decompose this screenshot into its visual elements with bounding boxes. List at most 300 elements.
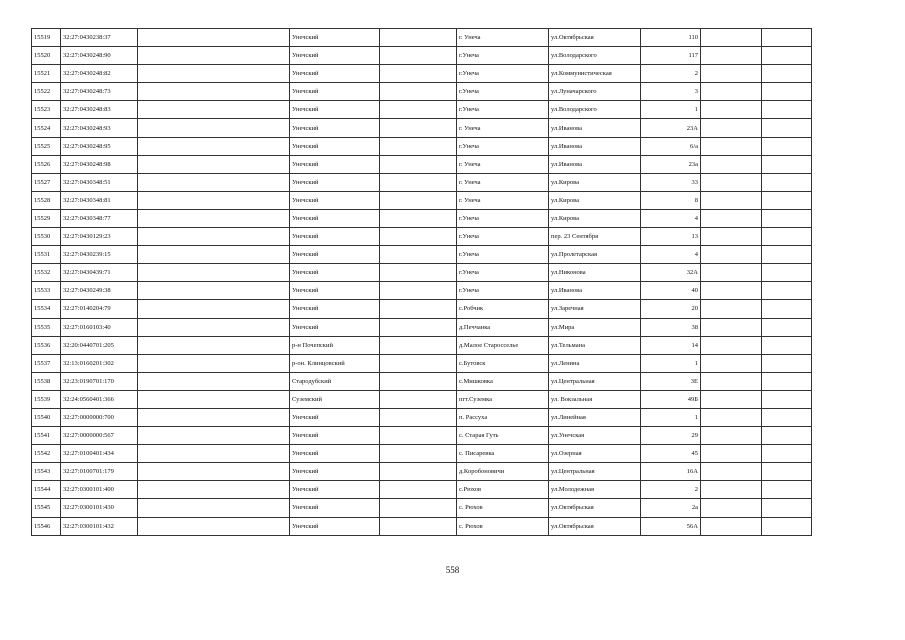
table-row [32, 47, 812, 65]
house-number-cell: 1 [641, 101, 701, 119]
table-row [32, 173, 812, 191]
district-cell: Унечский [290, 264, 380, 282]
blank-col-b-cell [380, 427, 457, 445]
blank-col-a-cell [138, 354, 290, 372]
district-cell: Унечский [290, 427, 380, 445]
district-cell: Унечский [290, 481, 380, 499]
record-number-cell: 15537 [32, 354, 61, 372]
blank-col-b-cell [380, 246, 457, 264]
house-number-cell: 2 [641, 481, 701, 499]
street-cell: ул.Центральная [549, 463, 641, 481]
page-number: 558 [445, 565, 460, 575]
district-cell: Унечский [290, 29, 380, 47]
settlement-cell: с. Рюхов [457, 517, 549, 535]
cadastral-number-cell: 32:20:0440701:205 [61, 336, 138, 354]
blank-col-c-cell [701, 119, 762, 137]
cadastral-number-cell: 32:27:0430239:15 [61, 246, 138, 264]
record-number-cell: 15528 [32, 191, 61, 209]
street-cell: ул.Коммунистическая [549, 65, 641, 83]
table-row [32, 481, 812, 499]
blank-col-d-cell [762, 354, 812, 372]
blank-col-d-cell [762, 427, 812, 445]
district-cell: Унечский [290, 83, 380, 101]
settlement-cell: г.Унеча [457, 83, 549, 101]
blank-col-c-cell [701, 318, 762, 336]
blank-col-d-cell [762, 463, 812, 481]
district-cell: Унечский [290, 155, 380, 173]
house-number-cell: 4 [641, 209, 701, 227]
blank-col-a-cell [138, 65, 290, 83]
cadastral-number-cell: 32:27:0000000:700 [61, 408, 138, 426]
cadastral-number-cell: 32:27:0430248:98 [61, 155, 138, 173]
blank-col-c-cell [701, 209, 762, 227]
blank-col-b-cell [380, 481, 457, 499]
blank-col-c-cell [701, 517, 762, 535]
district-cell: Унечский [290, 300, 380, 318]
blank-col-d-cell [762, 119, 812, 137]
blank-col-b-cell [380, 209, 457, 227]
blank-col-a-cell [138, 499, 290, 517]
blank-col-b-cell [380, 372, 457, 390]
cadastral-number-cell: 32:27:0140204:79 [61, 300, 138, 318]
settlement-cell: с.Бутовск [457, 354, 549, 372]
blank-col-c-cell [701, 101, 762, 119]
cadastral-number-cell: 32:27:0100401:434 [61, 445, 138, 463]
blank-col-a-cell [138, 390, 290, 408]
blank-col-d-cell [762, 282, 812, 300]
blank-col-d-cell [762, 65, 812, 83]
blank-col-a-cell [138, 336, 290, 354]
settlement-cell: с.Рюхов [457, 481, 549, 499]
blank-col-a-cell [138, 47, 290, 65]
table-row [32, 264, 812, 282]
table-row [32, 282, 812, 300]
table-row [32, 372, 812, 390]
district-cell: Унечский [290, 101, 380, 119]
cadastral-number-cell: 32:27:0430248:93 [61, 119, 138, 137]
blank-col-d-cell [762, 517, 812, 535]
cadastral-number-cell: 32:27:0430248:82 [61, 65, 138, 83]
record-number-cell: 15532 [32, 264, 61, 282]
settlement-cell: г.Унеча [457, 246, 549, 264]
street-cell: ул.Тельмана [549, 336, 641, 354]
street-cell: ул.Линейная [549, 408, 641, 426]
cadastral-number-cell: 32:27:0430238:37 [61, 29, 138, 47]
blank-col-b-cell [380, 83, 457, 101]
blank-col-c-cell [701, 427, 762, 445]
house-number-cell: 2 [641, 65, 701, 83]
blank-col-b-cell [380, 499, 457, 517]
blank-col-a-cell [138, 246, 290, 264]
street-cell: ул.Кирова [549, 173, 641, 191]
blank-col-a-cell [138, 101, 290, 119]
district-cell: р-н Почепский [290, 336, 380, 354]
house-number-cell: 6/а [641, 137, 701, 155]
table-row [32, 246, 812, 264]
blank-col-c-cell [701, 481, 762, 499]
blank-col-b-cell [380, 137, 457, 155]
blank-col-c-cell [701, 354, 762, 372]
district-cell: Унечский [290, 463, 380, 481]
cadastral-number-cell: 32:13:0160201:302 [61, 354, 138, 372]
house-number-cell: 33 [641, 173, 701, 191]
record-number-cell: 15541 [32, 427, 61, 445]
settlement-cell: с. Старая Гуть [457, 427, 549, 445]
district-cell: Унечский [290, 408, 380, 426]
blank-col-a-cell [138, 173, 290, 191]
blank-col-d-cell [762, 372, 812, 390]
street-cell: ул.Кирова [549, 209, 641, 227]
blank-col-b-cell [380, 318, 457, 336]
blank-col-b-cell [380, 47, 457, 65]
cadastral-number-cell: 32:27:0430248:95 [61, 137, 138, 155]
settlement-cell: г. Унеча [457, 191, 549, 209]
blank-col-b-cell [380, 264, 457, 282]
blank-col-b-cell [380, 101, 457, 119]
blank-col-a-cell [138, 29, 290, 47]
house-number-cell: 45 [641, 445, 701, 463]
house-number-cell: 8 [641, 191, 701, 209]
record-number-cell: 15534 [32, 300, 61, 318]
table-row [32, 29, 812, 47]
cadastral-number-cell: 32:27:0430348:51 [61, 173, 138, 191]
house-number-cell: 110 [641, 29, 701, 47]
house-number-cell: 1 [641, 408, 701, 426]
blank-col-b-cell [380, 282, 457, 300]
settlement-cell: пгт.Суземка [457, 390, 549, 408]
district-cell: Унечский [290, 65, 380, 83]
cadastral-number-cell: 32:24:0560401:366 [61, 390, 138, 408]
cadastral-number-cell: 32:23:0190701:170 [61, 372, 138, 390]
cadastral-number-cell: 32:27:0100701:179 [61, 463, 138, 481]
settlement-cell: г.Унеча [457, 228, 549, 246]
blank-col-a-cell [138, 83, 290, 101]
blank-col-b-cell [380, 191, 457, 209]
blank-col-a-cell [138, 517, 290, 535]
blank-col-d-cell [762, 137, 812, 155]
cadastral-number-cell: 32:27:0160103:40 [61, 318, 138, 336]
blank-col-c-cell [701, 390, 762, 408]
house-number-cell: 20 [641, 300, 701, 318]
street-cell: ул.Иванова [549, 119, 641, 137]
table-row [32, 155, 812, 173]
blank-col-c-cell [701, 264, 762, 282]
table-row [32, 354, 812, 372]
table-row [32, 191, 812, 209]
settlement-cell: д.Печчанка [457, 318, 549, 336]
street-cell: ул.Иванова [549, 155, 641, 173]
blank-col-d-cell [762, 155, 812, 173]
blank-col-d-cell [762, 209, 812, 227]
record-number-cell: 15522 [32, 83, 61, 101]
registry-table-body [32, 29, 812, 536]
cadastral-number-cell: 32:27:0430248:73 [61, 83, 138, 101]
cadastral-number-cell: 32:27:0300101:400 [61, 481, 138, 499]
blank-col-c-cell [701, 300, 762, 318]
settlement-cell: г. Унеча [457, 29, 549, 47]
blank-col-c-cell [701, 445, 762, 463]
blank-col-d-cell [762, 481, 812, 499]
street-cell: ул.Иванова [549, 282, 641, 300]
blank-col-b-cell [380, 300, 457, 318]
blank-col-b-cell [380, 445, 457, 463]
blank-col-c-cell [701, 372, 762, 390]
blank-col-d-cell [762, 191, 812, 209]
blank-col-d-cell [762, 390, 812, 408]
house-number-cell: 14 [641, 336, 701, 354]
settlement-cell: г.Унеча [457, 209, 549, 227]
table-row [32, 119, 812, 137]
record-number-cell: 15543 [32, 463, 61, 481]
table-row [32, 101, 812, 119]
blank-col-c-cell [701, 336, 762, 354]
record-number-cell: 15539 [32, 390, 61, 408]
settlement-cell: г.Унеча [457, 101, 549, 119]
settlement-cell: д.Малое Старосселье [457, 336, 549, 354]
cadastral-number-cell: 32:27:0430439:71 [61, 264, 138, 282]
blank-col-c-cell [701, 228, 762, 246]
district-cell: Унечский [290, 191, 380, 209]
house-number-cell: 29 [641, 427, 701, 445]
settlement-cell: д.Коробоновичи [457, 463, 549, 481]
blank-col-b-cell [380, 29, 457, 47]
settlement-cell: г. Унеча [457, 173, 549, 191]
blank-col-c-cell [701, 191, 762, 209]
house-number-cell: 3 [641, 83, 701, 101]
record-number-cell: 15521 [32, 65, 61, 83]
street-cell: ул.Володарского [549, 101, 641, 119]
table-row [32, 228, 812, 246]
record-number-cell: 15520 [32, 47, 61, 65]
record-number-cell: 15545 [32, 499, 61, 517]
settlement-cell: с.Мишковка [457, 372, 549, 390]
district-cell: р-он. Клинцовский [290, 354, 380, 372]
cadastral-number-cell: 32:27:0430348:81 [61, 191, 138, 209]
blank-col-a-cell [138, 191, 290, 209]
street-cell: ул.Никонова [549, 264, 641, 282]
record-number-cell: 15544 [32, 481, 61, 499]
blank-col-a-cell [138, 137, 290, 155]
cadastral-number-cell: 32:27:0300101:430 [61, 499, 138, 517]
house-number-cell: 2а [641, 499, 701, 517]
district-cell: Унечский [290, 119, 380, 137]
district-cell: Унечский [290, 47, 380, 65]
street-cell: ул.Володарского [549, 47, 641, 65]
settlement-cell: с.Робчик [457, 300, 549, 318]
registry-table [31, 28, 812, 536]
house-number-cell: 40 [641, 282, 701, 300]
blank-col-c-cell [701, 155, 762, 173]
street-cell: ул.Ленина [549, 354, 641, 372]
settlement-cell: г.Унеча [457, 264, 549, 282]
record-number-cell: 15533 [32, 282, 61, 300]
settlement-cell: с. Писаревка [457, 445, 549, 463]
district-cell: Унечский [290, 246, 380, 264]
blank-col-b-cell [380, 173, 457, 191]
blank-col-d-cell [762, 246, 812, 264]
blank-col-a-cell [138, 264, 290, 282]
blank-col-c-cell [701, 137, 762, 155]
blank-col-a-cell [138, 318, 290, 336]
street-cell: ул. Вокзальная [549, 390, 641, 408]
blank-col-d-cell [762, 408, 812, 426]
settlement-cell: г.Унеча [457, 137, 549, 155]
street-cell: ул.Кирова [549, 191, 641, 209]
blank-col-c-cell [701, 47, 762, 65]
record-number-cell: 15540 [32, 408, 61, 426]
blank-col-a-cell [138, 282, 290, 300]
table-row [32, 209, 812, 227]
cadastral-number-cell: 32:27:0430248:90 [61, 47, 138, 65]
house-number-cell: 32А [641, 264, 701, 282]
blank-col-a-cell [138, 463, 290, 481]
table-row [32, 390, 812, 408]
table-row [32, 65, 812, 83]
cadastral-number-cell: 32:27:0300101:432 [61, 517, 138, 535]
house-number-cell: 3Е [641, 372, 701, 390]
district-cell: Стародубский [290, 372, 380, 390]
table-row [32, 83, 812, 101]
settlement-cell: г.Унеча [457, 65, 549, 83]
record-number-cell: 15542 [32, 445, 61, 463]
record-number-cell: 15530 [32, 228, 61, 246]
blank-col-d-cell [762, 47, 812, 65]
table-row [32, 463, 812, 481]
district-cell: Унечский [290, 499, 380, 517]
blank-col-c-cell [701, 65, 762, 83]
blank-col-a-cell [138, 372, 290, 390]
blank-col-d-cell [762, 29, 812, 47]
blank-col-c-cell [701, 173, 762, 191]
blank-col-b-cell [380, 390, 457, 408]
cadastral-number-cell: 32:27:0430249:38 [61, 282, 138, 300]
district-cell: Унечский [290, 318, 380, 336]
cadastral-number-cell: 32:27:0430248:83 [61, 101, 138, 119]
blank-col-d-cell [762, 318, 812, 336]
street-cell: ул.Октябрьская [549, 29, 641, 47]
street-cell: ул.Мира [549, 318, 641, 336]
blank-col-b-cell [380, 463, 457, 481]
blank-col-d-cell [762, 83, 812, 101]
blank-col-d-cell [762, 445, 812, 463]
house-number-cell: 16А [641, 463, 701, 481]
record-number-cell: 15546 [32, 517, 61, 535]
record-number-cell: 15525 [32, 137, 61, 155]
record-number-cell: 15527 [32, 173, 61, 191]
district-cell: Унечский [290, 228, 380, 246]
blank-col-d-cell [762, 499, 812, 517]
district-cell: Унечский [290, 517, 380, 535]
settlement-cell: г. Унеча [457, 119, 549, 137]
blank-col-c-cell [701, 499, 762, 517]
street-cell: ул.Заречная [549, 300, 641, 318]
settlement-cell: г.Унеча [457, 282, 549, 300]
cadastral-number-cell: 32:27:0000000:567 [61, 427, 138, 445]
settlement-cell: с. Рюхов [457, 499, 549, 517]
table-row [32, 517, 812, 535]
record-number-cell: 15523 [32, 101, 61, 119]
table-row [32, 427, 812, 445]
street-cell: ул.Центральная [549, 372, 641, 390]
blank-col-c-cell [701, 29, 762, 47]
district-cell: Унечский [290, 445, 380, 463]
district-cell: Суземский [290, 390, 380, 408]
district-cell: Унечский [290, 137, 380, 155]
blank-col-c-cell [701, 246, 762, 264]
blank-col-d-cell [762, 336, 812, 354]
street-cell: ул.Луначарского [549, 83, 641, 101]
table-row [32, 318, 812, 336]
house-number-cell: 38 [641, 318, 701, 336]
street-cell: ул.Озерная [549, 445, 641, 463]
house-number-cell: 49Б [641, 390, 701, 408]
blank-col-b-cell [380, 155, 457, 173]
blank-col-d-cell [762, 264, 812, 282]
blank-col-d-cell [762, 228, 812, 246]
blank-col-a-cell [138, 300, 290, 318]
street-cell: ул.Иванова [549, 137, 641, 155]
settlement-cell: г. Унеча [457, 155, 549, 173]
blank-col-b-cell [380, 517, 457, 535]
blank-col-a-cell [138, 119, 290, 137]
blank-col-c-cell [701, 408, 762, 426]
record-number-cell: 15531 [32, 246, 61, 264]
record-number-cell: 15526 [32, 155, 61, 173]
record-number-cell: 15536 [32, 336, 61, 354]
blank-col-a-cell [138, 481, 290, 499]
blank-col-b-cell [380, 65, 457, 83]
table-row [32, 408, 812, 426]
house-number-cell: 1 [641, 354, 701, 372]
blank-col-d-cell [762, 101, 812, 119]
blank-col-c-cell [701, 83, 762, 101]
table-row [32, 445, 812, 463]
street-cell: ул.Унечская [549, 427, 641, 445]
record-number-cell: 15529 [32, 209, 61, 227]
blank-col-b-cell [380, 228, 457, 246]
house-number-cell: 4 [641, 246, 701, 264]
blank-col-b-cell [380, 336, 457, 354]
street-cell: ул.Октябрьская [549, 517, 641, 535]
blank-col-d-cell [762, 173, 812, 191]
blank-col-c-cell [701, 463, 762, 481]
blank-col-a-cell [138, 427, 290, 445]
table-row [32, 499, 812, 517]
settlement-cell: п. Рассуха [457, 408, 549, 426]
record-number-cell: 15524 [32, 119, 61, 137]
district-cell: Унечский [290, 209, 380, 227]
blank-col-a-cell [138, 155, 290, 173]
blank-col-a-cell [138, 408, 290, 426]
blank-col-a-cell [138, 445, 290, 463]
record-number-cell: 15538 [32, 372, 61, 390]
house-number-cell: 56А [641, 517, 701, 535]
record-number-cell: 15535 [32, 318, 61, 336]
blank-col-c-cell [701, 282, 762, 300]
street-cell: ул.Пролетарская [549, 246, 641, 264]
blank-col-b-cell [380, 408, 457, 426]
settlement-cell: г.Унеча [457, 47, 549, 65]
district-cell: Унечский [290, 282, 380, 300]
street-cell: пер. 23 Сентября [549, 228, 641, 246]
house-number-cell: 13 [641, 228, 701, 246]
blank-col-b-cell [380, 119, 457, 137]
district-cell: Унечский [290, 173, 380, 191]
cadastral-number-cell: 32:27:0430348:77 [61, 209, 138, 227]
table-row [32, 300, 812, 318]
record-number-cell: 15519 [32, 29, 61, 47]
house-number-cell: 23а [641, 155, 701, 173]
